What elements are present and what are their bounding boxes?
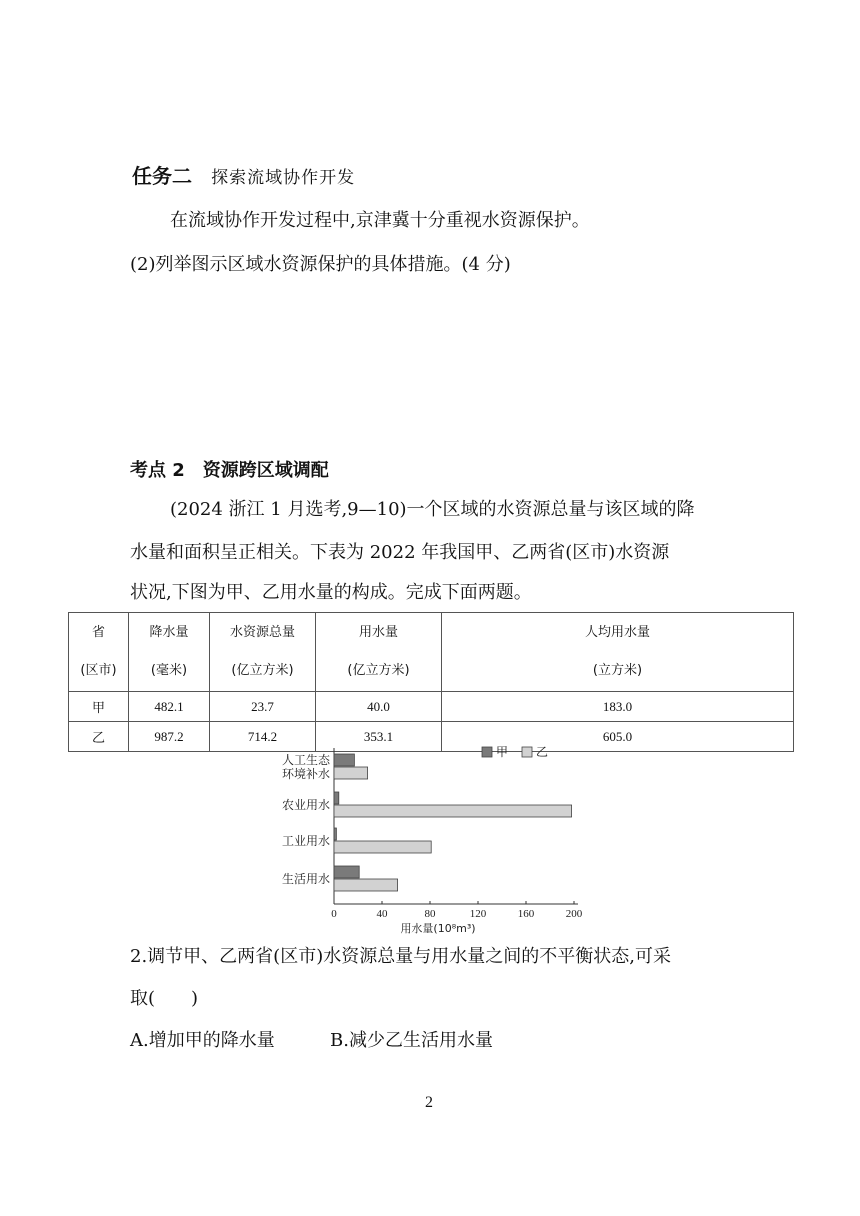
x-tick-label: 0 <box>331 908 337 920</box>
category-label: 环境补水 <box>281 767 330 781</box>
page-number: 2 <box>425 1094 433 1111</box>
option-b: B.减少乙生活用水量 <box>330 1030 493 1051</box>
table-header-cell: 降水量 (毫米) <box>129 613 210 692</box>
section2-para-line3: 状况,下图为甲、乙用水量的构成。完成下面两题。 <box>130 582 532 603</box>
x-tick-label: 200 <box>565 908 583 920</box>
table-row <box>69 692 794 722</box>
table-cell: 甲 <box>69 692 129 722</box>
legend-label: 甲 <box>496 745 509 759</box>
bar-乙 <box>334 805 572 817</box>
table-cell: 乙 <box>69 722 129 752</box>
category-label: 人工生态 <box>281 753 330 767</box>
water-use-chart-svg <box>262 744 602 934</box>
task2-heading <box>132 160 355 189</box>
x-tick-label: 80 <box>424 908 436 920</box>
table-header-cell: 人均用水量 (立方米) <box>442 613 794 692</box>
table-header-cell: 省 (区市) <box>69 613 129 692</box>
category-label: 工业用水 <box>281 834 330 848</box>
bar-甲 <box>334 754 354 766</box>
legend-swatch <box>482 747 492 757</box>
water-resource-table <box>68 612 794 752</box>
question2-line2: 取( ) <box>130 988 199 1009</box>
table-cell: 714.2 <box>210 722 316 752</box>
table-cell: 40.0 <box>316 692 442 722</box>
task2-label: 任务二 <box>132 164 192 188</box>
bar-甲 <box>334 828 336 840</box>
task2-title: 探索流域协作开发 <box>211 168 356 188</box>
category-label: 农业用水 <box>281 798 330 812</box>
x-tick-label: 160 <box>517 908 535 920</box>
x-tick-label: 120 <box>469 908 487 920</box>
bar-乙 <box>334 767 368 779</box>
legend-swatch <box>522 747 532 757</box>
bar-甲 <box>334 866 359 878</box>
table-cell: 482.1 <box>129 692 210 722</box>
x-axis-label: 用水量(10⁸m³) <box>400 922 476 934</box>
task2-question: (2)列举图示区域水资源保护的具体措施。(4 分) <box>130 254 511 275</box>
question2-line1: 2.调节甲、乙两省(区市)水资源总量与用水量之间的不平衡状态,可采 <box>130 946 671 967</box>
bar-甲 <box>334 792 339 804</box>
table-header-row <box>69 613 794 692</box>
task2-intro: 在流域协作开发过程中,京津冀十分重视水资源保护。 <box>170 210 590 231</box>
bar-乙 <box>334 879 398 891</box>
table-cell: 605.0 <box>442 722 794 752</box>
table-header-cell: 水资源总量 (亿立方米) <box>210 613 316 692</box>
table-cell: 987.2 <box>129 722 210 752</box>
section2-title: 考点 2 资源跨区域调配 <box>130 460 329 481</box>
x-tick-label: 40 <box>376 908 388 920</box>
water-use-chart <box>262 744 602 934</box>
table-cell: 23.7 <box>210 692 316 722</box>
section2-para-line1: (2024 浙江 1 月选考,9—10)一个区域的水资源总量与该区域的降 <box>170 499 695 520</box>
bar-乙 <box>334 841 431 853</box>
option-a: A.增加甲的降水量 <box>130 1030 275 1051</box>
table-cell: 353.1 <box>316 722 442 752</box>
section2-para-line2: 水量和面积呈正相关。下表为 2022 年我国甲、乙两省(区市)水资源 <box>130 542 670 563</box>
category-label: 生活用水 <box>281 872 330 886</box>
legend-label: 乙 <box>536 745 549 759</box>
table-header-cell: 用水量 (亿立方米) <box>316 613 442 692</box>
table-cell: 183.0 <box>442 692 794 722</box>
